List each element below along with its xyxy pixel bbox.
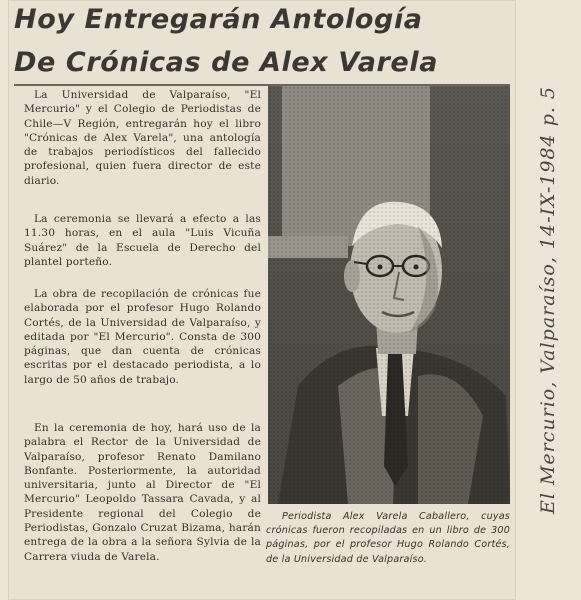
photo-caption: Periodista Alex Varela Caballero, cuyas crónicas fueron recopiladas en un libro de 300 páginas, por el profesor Hugo Rolando Cortés, de la Universidad de Valparaíso. bbox=[266, 511, 510, 565]
handwritten-source-note: El Mercurio, Valparaíso, 14-IX-1984 p. 5 bbox=[537, 85, 559, 515]
article-paragraph: La Universidad de Valparaíso, "El Mercurio" y el Colegio de Periodistas de Chile—V Región, entregarán hoy el libro "Crónicas de Alex Varela", una antología de trabajos periodísticos del fallecido profesional, quien fuera director de este diario. bbox=[24, 89, 261, 187]
article-paragraph: En la ceremonia de hoy, hará uso de la palabra el Rector de la Universidad de Valparaíso, profesor Renato Damilano Bonfante. Posteriormente, la autoridad universitaria, junto al Director de "El Mercurio" Leopoldo Tassara Cavada, y al Presidente regional del Colegio de Periodistas, Gonzalo Cruzat Bizama, harán entrega de la obra a la señora Sylvia de la Carrera viuda de Varela. bbox=[24, 422, 261, 563]
headline-line-1: Hoy Entregarán Antología bbox=[14, 4, 423, 35]
article-paragraph: La obra de recopilación de crónicas fue elaborada por el profesor Hugo Rolando Cortés, de la Universidad de Valparaíso, y editada por "El Mercurio". Consta de 300 páginas, que dan cuenta de crónicas escritas por el destacado periodista, a lo largo de 50 años de trabajo. bbox=[24, 288, 261, 386]
portrait-photo bbox=[268, 86, 510, 504]
article-paragraph: La ceremonia se llevará a efecto a las 11.30 horas, en el aula "Luis Vicuña Suárez" de la Escuela de Derecho del plantel porteño. bbox=[24, 213, 261, 268]
headline-line-2: De Crónicas de Alex Varela bbox=[14, 47, 439, 78]
